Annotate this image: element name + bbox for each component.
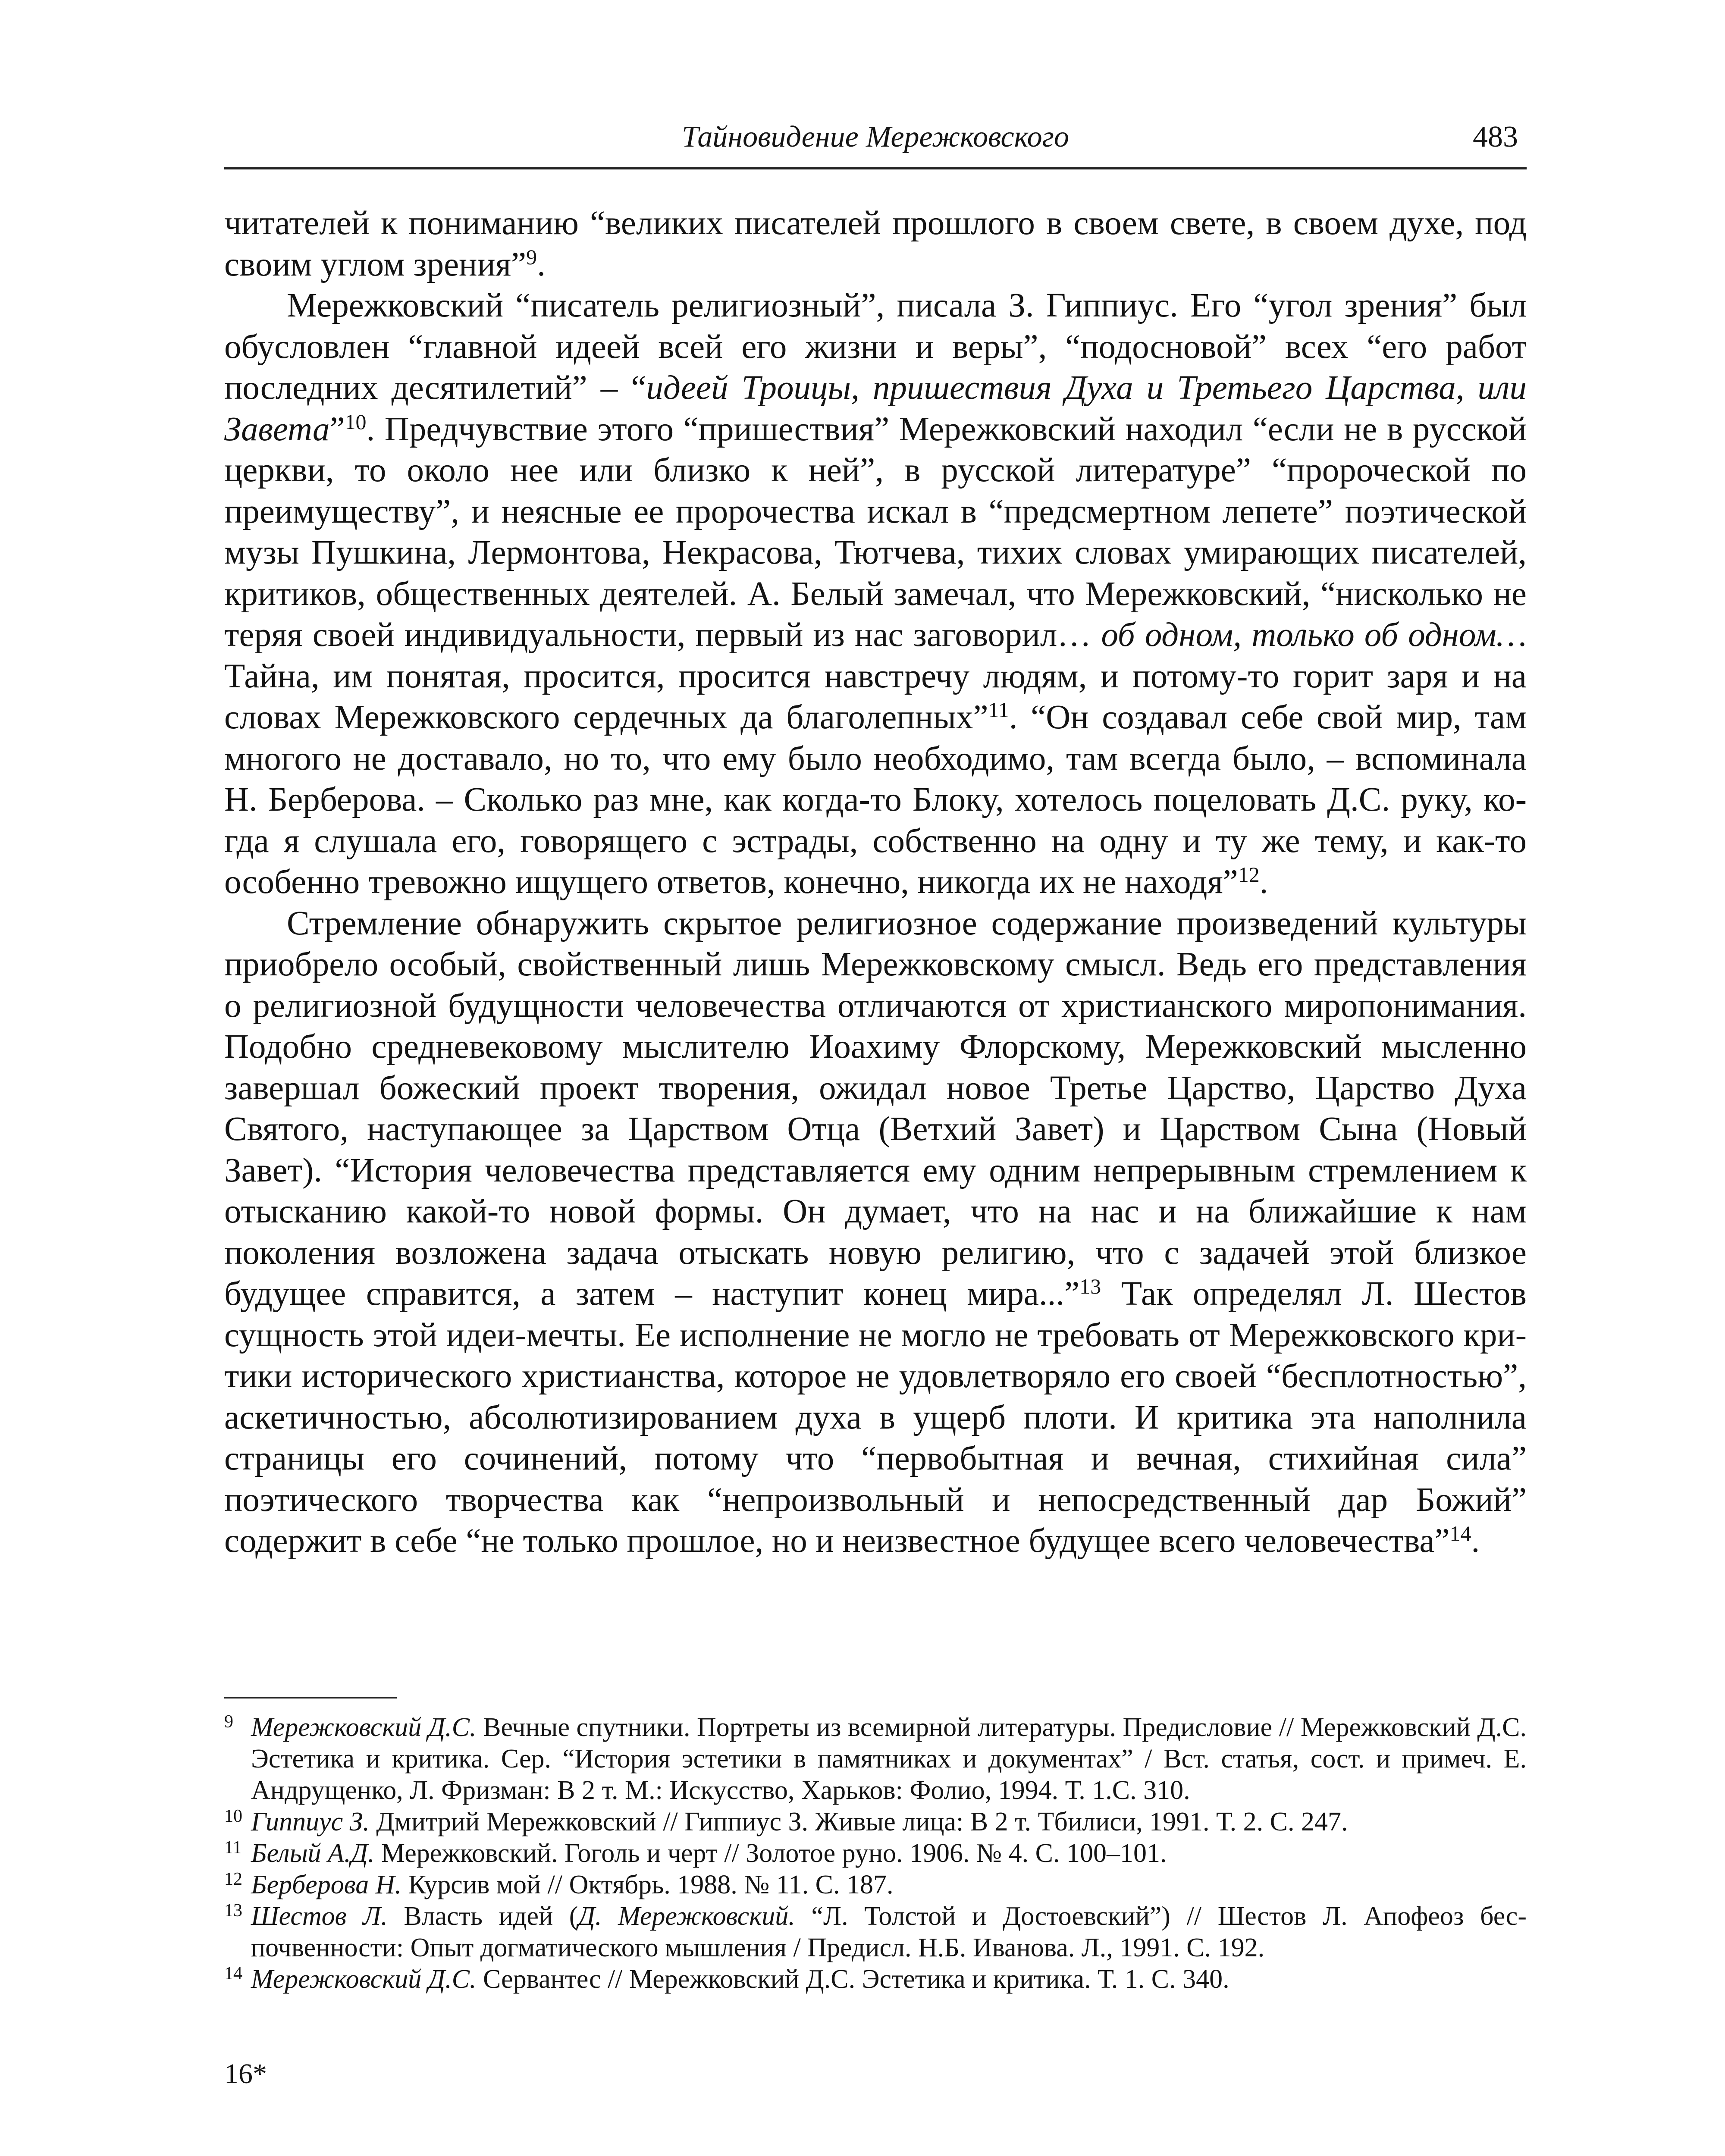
footnote-13: 13 Шестов Л. Власть идей (Д. Мережковский. “Л. Толстой и Достоевский”) // Шестов Л. Апофеоз беспочвенности: Опыт догматического мышления / Предисл. Н.Б. Иванова. Л., 1991. С. 192.	[224, 1901, 1527, 1962]
footnote-ref-11[interactable]: 11	[988, 698, 1009, 722]
footnote-11: 11 Белый А.Д. Мережковский. Гоголь и черт // Золотое руно. 1906. № 4. С. 100–101.	[224, 1838, 1167, 1868]
paragraph-1: читателей к пониманию “великих писателей прошлого в своем свете, в своем духе, под своим углом зрения”$^9$.	[224, 204, 1527, 283]
footnote-ref-13[interactable]: 13	[1079, 1274, 1101, 1298]
running-title: Тайновидение Мережковского	[682, 120, 1069, 154]
main-text	[224, 203, 1527, 1562]
running-head	[224, 116, 1527, 163]
footnote-9: 9 Мережковский Д.С. Вечные спутники. Портреты из всемирной литературы. Предисловие // Мережковский Д.С. Эстетика и критика. Сер. “История эстетики в памятниках и документах” / Вст. статья, сост. и примеч. Е. Андрущенко, Л. Фризман: В 2 т. М.: Искусство, Харьков: Фолио, 1994. Т. 1.С. 310.	[224, 1712, 1527, 1805]
footnote-ref-12[interactable]: 12	[1238, 862, 1260, 887]
page-number: 483	[1473, 120, 1518, 154]
footnote-ref-9[interactable]: 9	[526, 244, 537, 269]
footnote-14: 14 Мережковский Д.С. Сервантес // Мережковский Д.С. Эстетика и критика. Т. 1. С. 340.	[224, 1964, 1229, 1994]
paragraph-3: Стремление обнаружить скрытое религиозное содержание произведений культуры приобрело особый, свойственный лишь Мережковскому смысл. Ведь его представления о религиозной будущности человечества отличаются от христианского миропонимания. Подобно средневековому мыслителю Иоахиму Флорскому, Мережковский мысленно завершал божеский проект творения, ожидал новое Третье Царство, Царство Духа Святого, наступающее за Царством Отца (Ветхий Завет) и Царством Сына (Новый Завет). “История человечества представляется ему одним непрерывным стремлением к отысканию какой-то новой формы. Он думает, что на нас и на ближайшие к нам поколения возложена задача отыскать новую религию, что с задачей этой близкое будущее справится, а затем – наступит конец мира...”$^{13}$ Так определял Л. Шестов сущность этой идеи-мечты. Ее исполнение не могло не требовать от Мережковского критики исторического христианства, которое не удовлетворяло его своей “бесплотностью”, аскетичностью, абсолютизированием духа в ущерб плоти. И критика эта наполнила страницы его сочинений, потому что “первобытная и вечная, стихийная сила” поэтического творчества как “непроизвольный и непосредственный дар Божий” содержит в себе “не только прошлое, но и неизвестное будущее всего человечества”$^{14}$.	[224, 904, 1527, 1560]
footnotes	[224, 1712, 1527, 1995]
signature-mark: 16*	[224, 2058, 267, 2090]
footnote-10: 10 Гиппиус З. Дмитрий Мережковский // Гиппиус З. Живые лица: В 2 т. Тбилиси, 1991. Т. 2. С. 247.	[224, 1806, 1348, 1836]
footnote-12: 12 Берберова Н. Курсив мой // Октябрь. 1988. № 11. С. 187.	[224, 1869, 894, 1899]
footnote-ref-10[interactable]: 10	[345, 409, 367, 434]
paragraph-2: Мережковский “писатель религиозный”, писала З. Гиппиус. Его “угол зрения” был обусловлен “главной идеей всей его жизни и веры”, “подосновой” всех “его работ последних десятилетий” – “идеей Троицы, пришествия Духа и Третьего Царства, или Завета”$^{10}$. Предчувствие этого “пришествия” Мережковский находил “если не в русской церкви, то около нее или близко к ней”, в русской литературе” “пророческой по преимуществу”, и неясные ее пророчества искал в “предсмертном лепете” поэтической музы Пушкина, Лермонтова, Некрасова, Тютчева, тихих словах умирающих писателей, критиков, общественных деятелей. А. Белый замечал, что Мережковский, “нисколько не теряя своей индивидуальности, первый из нас заговорил… об одном, только об одном… Тайна, им понятая, просится, просится навстречу людям, и потому-то горит заря и на словах Мережковского сердечных да благолепных”$^{11}$. “Он создавал себе свой мир, там многого не доставало, но то, что ему было необходимо, там всегда было, – вспоминала Н. Берберова. – Сколько раз мне, как когда-то Блоку, хотелось поцеловать Д.С. руку, когда я слушала его, говорящего с эстрады, собственно на одну и ту же тему, и как-то особенно тревожно ищущего ответов, конечно, никогда их не находя”$^{12}$.	[224, 287, 1527, 901]
footnote-ref-14[interactable]: 14	[1449, 1521, 1471, 1545]
footnote-rule	[224, 1697, 397, 1698]
header-rule	[224, 167, 1527, 169]
